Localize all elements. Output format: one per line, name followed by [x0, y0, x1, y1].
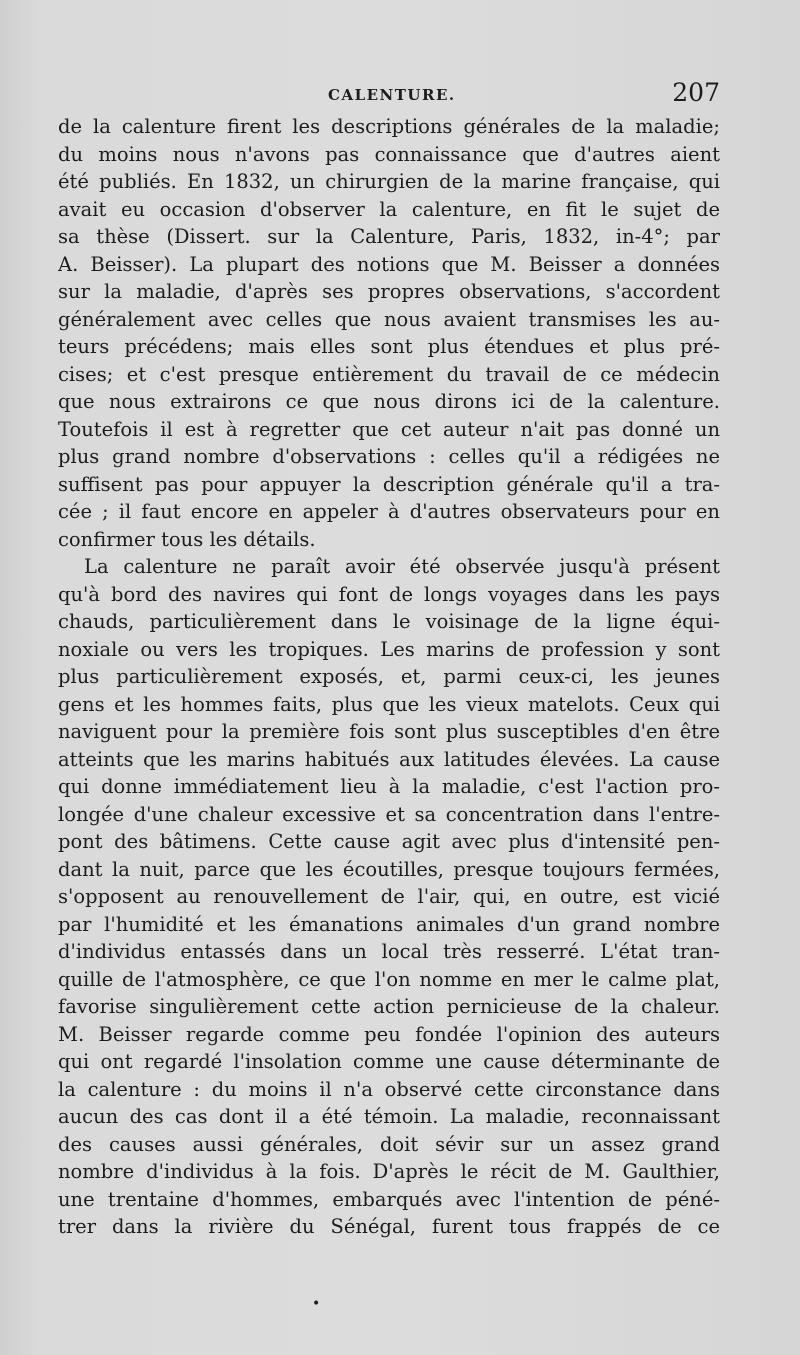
text-line: de la calenture firent les descriptions générales de la maladie; — [58, 115, 720, 138]
text-line: avait eu occasion d'observer la calenture, en fit le sujet de — [58, 197, 720, 221]
text-line: teurs précédens; mais elles sont plus étendues et plus pré- — [58, 335, 720, 358]
text-line: qui donne immédiatement lieu à la maladie, c'est l'action pro- — [58, 775, 720, 798]
text-line: aucun des cas dont il a été témoin. La maladie, reconnaissant — [58, 1105, 720, 1128]
text-line: longée d'une chaleur excessive et sa concentration dans l'entre- — [58, 802, 720, 826]
text-line: plus grand nombre d'observations : celles qu'il a rédigées ne — [58, 445, 720, 468]
text-line: suffisent pas pour appuyer la description générale qu'il a tra- — [58, 472, 720, 496]
text-line: sa thèse (Dissert. sur la Calenture, Paris, 1832, in-4°; par — [58, 225, 720, 248]
body-text — [58, 113, 720, 1241]
text-line: quille de l'atmosphère, ce que l'on nomme en mer le calme plat, — [58, 967, 720, 991]
text-line: Toutefois il est à regretter que cet auteur n'ait pas donné un — [58, 417, 720, 441]
text-line: s'opposent au renouvellement de l'air, qui, en outre, est vicié — [58, 885, 720, 908]
page-number: 207 — [672, 78, 720, 107]
text-line: noxiale ou vers les tropiques. Les marins de profession y sont — [58, 637, 720, 661]
text-line: trer dans la rivière du Sénégal, furent tous frappés de ce — [58, 1215, 720, 1238]
text-line: atteints que les marins habitués aux latitudes élevées. La cause — [58, 747, 720, 771]
text-line: cises; et c'est presque entièrement du travail de ce médecin — [58, 362, 720, 386]
text-line: qu'à bord des navires qui font de longs voyages dans les pays — [58, 582, 720, 606]
text-line: une trentaine d'hommes, embarqués avec l'intention de péné- — [58, 1187, 720, 1211]
text-line: la calenture : du moins il n'a observé cette circonstance dans — [58, 1077, 720, 1101]
text-line: A. Beisser). La plupart des notions que M. Beisser a données — [58, 252, 720, 276]
text-line: favorise singulièrement cette action pernicieuse de la chaleur. — [58, 995, 720, 1018]
text-line: M. Beisser regarde comme peu fondée l'opinion des auteurs — [58, 1022, 720, 1046]
bottom-mark: • — [312, 1296, 321, 1312]
running-title: CALENTURE. — [328, 86, 456, 104]
text-line: nombre d'individus à la fois. D'après le récit de M. Gaulthier, — [58, 1160, 720, 1183]
text-line: par l'humidité et les émanations animales d'un grand nombre — [58, 912, 720, 936]
text-line: chauds, particulièrement dans le voisinage de la ligne équi- — [58, 610, 720, 633]
text-line: du moins nous n'avons pas connaissance que d'autres aient — [58, 142, 720, 166]
text-line: pont des bâtimens. Cette cause agit avec plus d'intensité pen- — [58, 830, 720, 853]
text-line: des causes aussi générales, doit sévir sur un assez grand — [58, 1132, 720, 1156]
text-line: La calenture ne paraît avoir été observée jusqu'à présent — [84, 555, 720, 578]
text-line: que nous extrairons ce que nous dirons ici de la calenture. — [58, 390, 720, 413]
text-line: été publiés. En 1832, un chirurgien de la marine française, qui — [58, 170, 720, 193]
text-line: naviguent pour la première fois sont plus susceptibles d'en être — [58, 720, 720, 743]
text-line: cée ; il faut encore en appeler à d'autres observateurs pour en — [58, 500, 720, 523]
text-line: généralement avec celles que nous avaient transmises les au- — [58, 307, 720, 331]
text-line: confirmer tous les détails. — [58, 527, 316, 551]
text-line: dant la nuit, parce que les écoutilles, presque toujours fermées, — [58, 857, 720, 881]
text-line: plus particulièrement exposés, et, parmi ceux-ci, les jeunes — [58, 665, 720, 688]
text-line: d'individus entassés dans un local très resserré. L'état tran- — [58, 940, 720, 963]
text-line: sur la maladie, d'après ses propres observations, s'accordent — [58, 280, 720, 303]
page-header — [58, 78, 720, 112]
text-line: qui ont regardé l'insolation comme une cause déterminante de — [58, 1050, 720, 1073]
text-line: gens et les hommes faits, plus que les vieux matelots. Ceux qui — [58, 692, 720, 716]
